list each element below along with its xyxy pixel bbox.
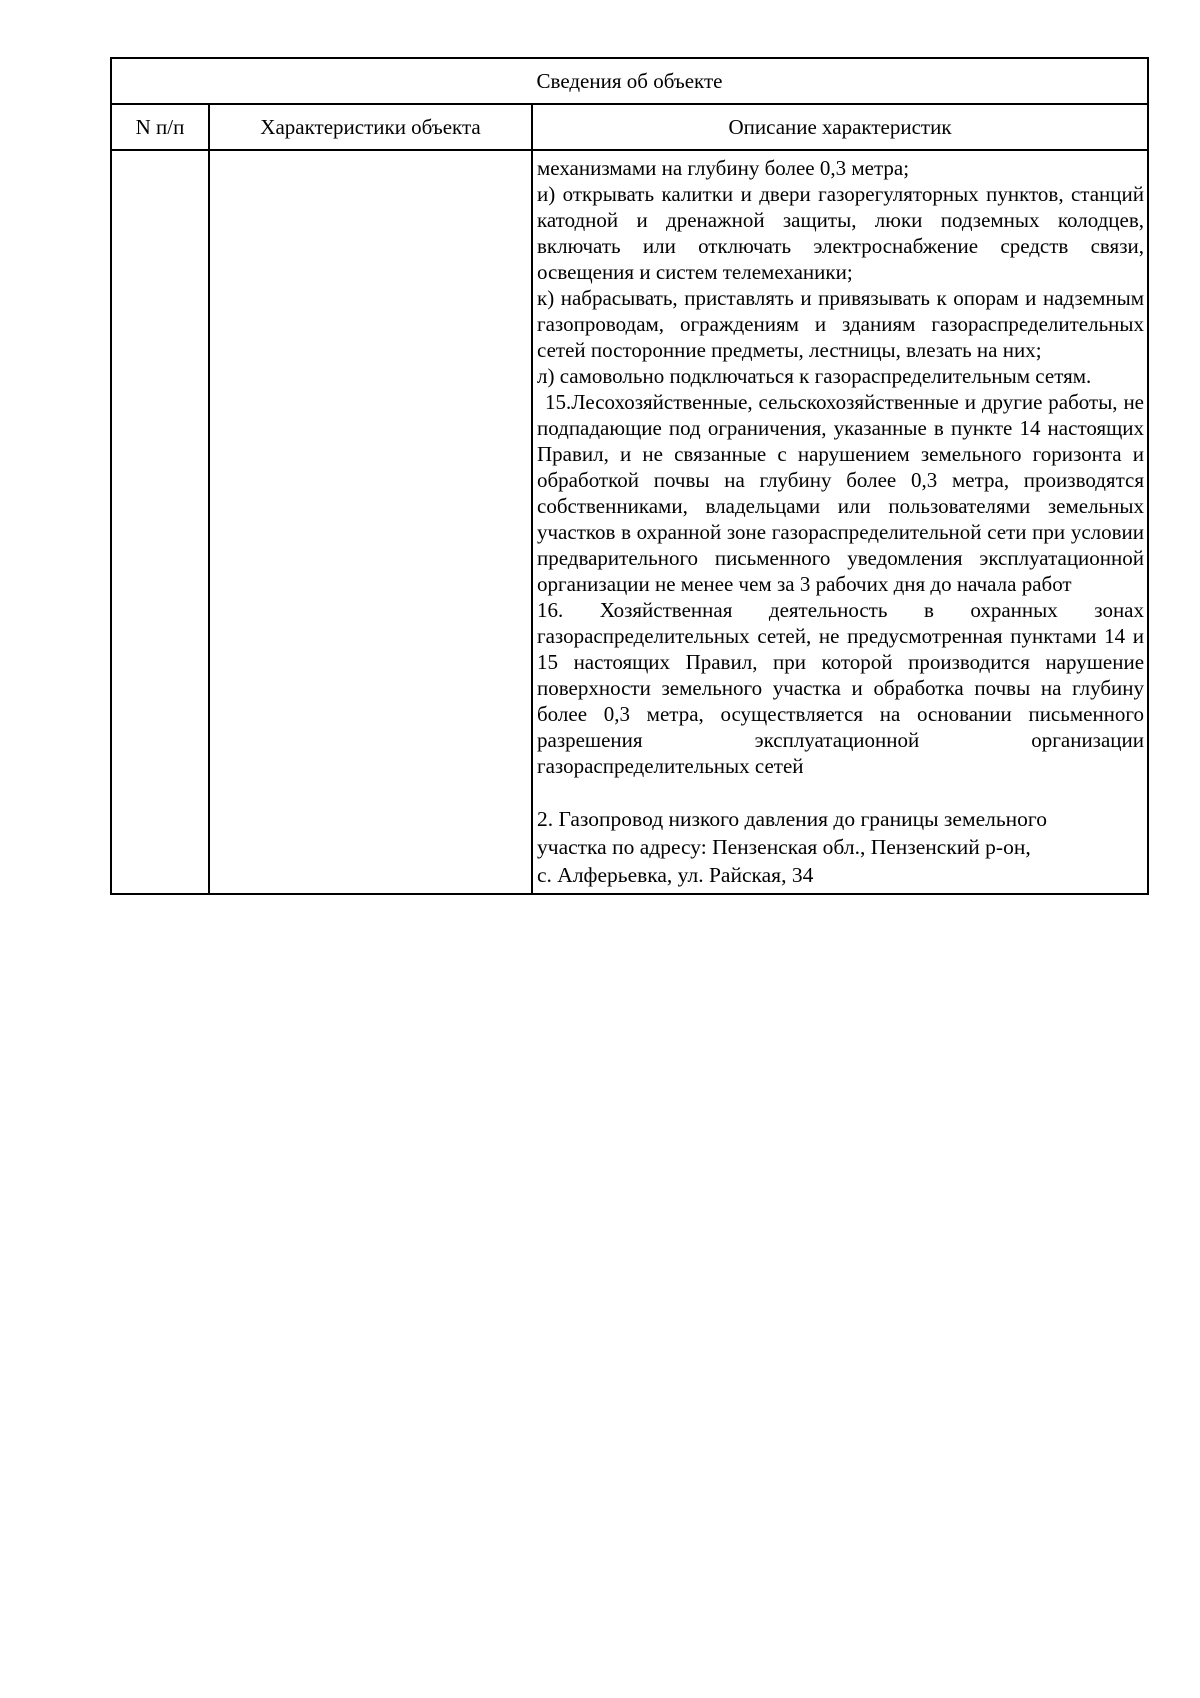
header-characteristics: Характеристики объекта <box>209 104 532 150</box>
table-title: Сведения об объекте <box>111 58 1148 104</box>
cell-description <box>532 150 1148 894</box>
table-row <box>111 150 1148 894</box>
description-paragraph: 15.Лесохозяйственные, сельскохозяйственные и другие работы, не подпадающие под ограничения, указанные в пункте 14 настоящих Правил, и не связанные с нарушением земельного горизонта и обработкой почвы на глубину более 0,3 метра, производятся собственниками, владельцами или пользователями земельных участков в охранной зоне газораспределительной сети при условии предварительного письменного уведомления эксплуатационной организации не менее чем за 3 рабочих дня до начала работ <box>537 390 1145 596</box>
cell-characteristics <box>209 150 532 894</box>
description-paragraph: л) самовольно подключаться к газораспределительным сетям. <box>537 364 1092 388</box>
table-header-row <box>111 104 1148 150</box>
description-paragraph: к) набрасывать, приставлять и привязывать к опорам и надземным газопроводам, ограждениям и зданиям газораспределительных сетей посторонние предметы, лестницы, влезать на них; <box>537 286 1145 362</box>
table-title-row <box>111 58 1148 104</box>
address-line: с. Алферьевка, ул. Райская, 34 <box>537 863 814 887</box>
paragraph-spacer <box>537 779 1144 805</box>
header-description: Описание характеристик <box>532 104 1148 150</box>
description-paragraph: 16. Хозяйственная деятельность в охранных зонах газораспределительных сетей, не предусмотренная пунктами 14 и 15 настоящих Правил, при которой производится нарушение поверхности земельного участка и обработка почвы на глубину более 0,3 метра, осуществляется на основании письменного разрешения эксплуатационной организации газораспределительных сетей <box>537 598 1145 778</box>
address-line: 2. Газопровод низкого давления до границы земельного <box>537 807 1047 831</box>
object-info-table <box>110 57 1149 895</box>
address-line: участка по адресу: Пензенская обл., Пензенский р-он, <box>537 835 1031 859</box>
description-paragraph: и) открывать калитки и двери газорегуляторных пунктов, станций катодной и дренажной защиты, люки подземных колодцев, включать или отключать электроснабжение средств связи, освещения и систем телемеханики; <box>537 182 1145 284</box>
cell-number <box>111 150 209 894</box>
description-paragraph: механизмами на глубину более 0,3 метра; <box>537 156 910 180</box>
header-number: N п/п <box>111 104 209 150</box>
